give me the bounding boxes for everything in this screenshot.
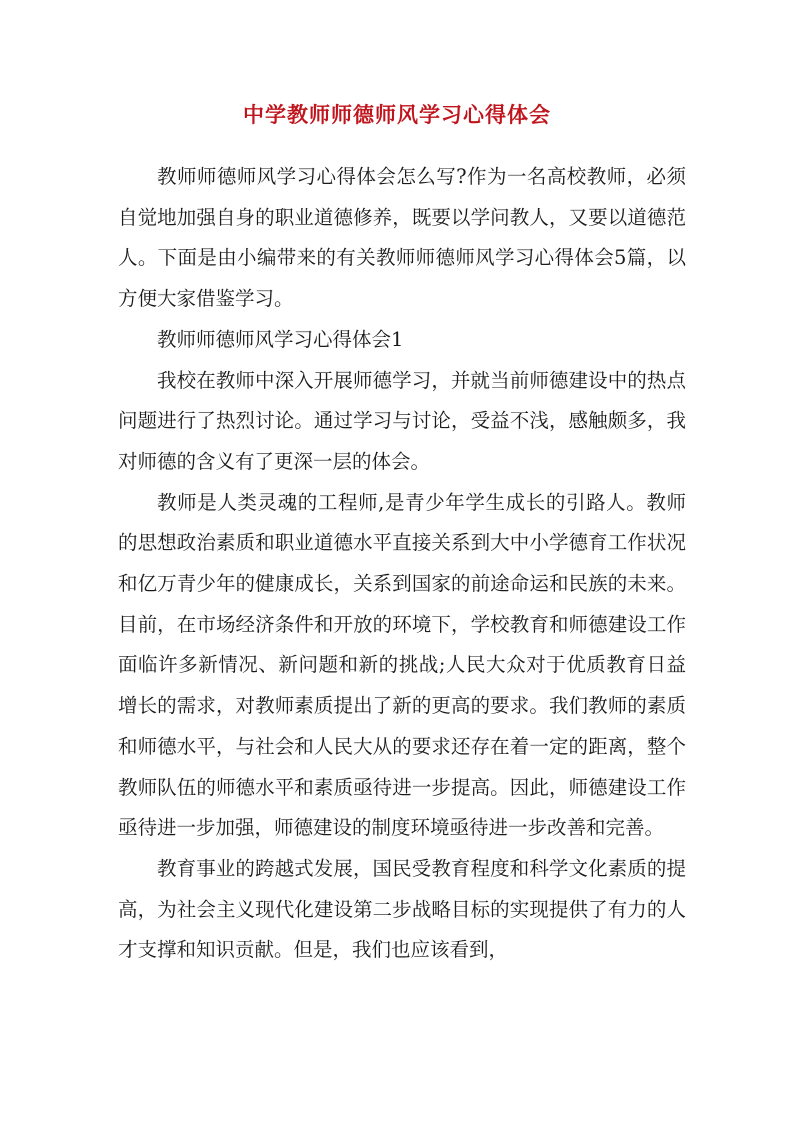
document-body xyxy=(118,157,686,971)
body-paragraph: 教师是人类灵魂的工程师,是青少年学生成长的引路人。教师的思想政治素质和职业道德水平直接关系到大中小学德育工作状况和亿万青少年的健康成长，关系到国家的前途命运和民族的未来。目前，在市场经济条件和开放的环境下，学校教育和师德建设工作面临许多新情况、新问题和新的挑战;人民大众对于优质教育日益增长的需求，对教师素质提出了新的更高的要求。我们教师的素质和师德水平，与社会和人民大从的要求还存在着一定的距离，整个教师队伍的师德水平和素质亟待进一步提高。因此，师德建设工作亟待进一步加强，师德建设的制度环境亟待进一步改善和完善。 xyxy=(118,490,686,840)
body-paragraph: 我校在教师中深入开展师德学习，并就当前师德建设中的热点问题进行了热烈讨论。通过学习与讨论，受益不浅，感触颇多，我对师德的含义有了更深一层的体会。 xyxy=(118,368,686,473)
body-paragraph: 教育事业的跨越式发展，国民受教育程度和科学文化素质的提高，为社会主义现代化建设第二步战略目标的实现提供了有力的人才支撑和知识贡献。但是，我们也应该看到， xyxy=(118,856,686,962)
section-heading: 教师师德师风学习心得体会1 xyxy=(157,327,404,351)
intro-paragraph: 教师师德师风学习心得体会怎么写?作为一名高校教师，必须自觉地加强自身的职业道德修养，既要以学问教人，又要以道德范人。下面是由小编带来的有关教师师德师风学习心得体会5篇，以方便大家借鉴学习。 xyxy=(118,165,686,311)
document-title: 中学教师师德师风学习心得体会 xyxy=(243,102,551,127)
